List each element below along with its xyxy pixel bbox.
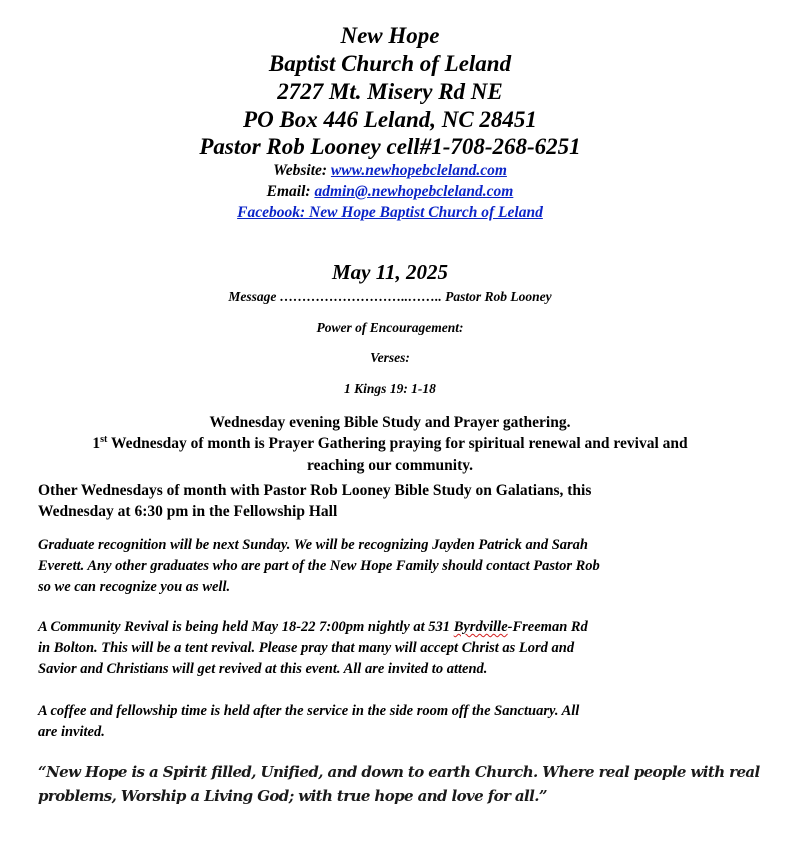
street-address: 2727 Mt. Misery Rd NE (277, 79, 503, 104)
coffee-paragraph (38, 701, 750, 743)
church-name-line2: Baptist Church of Leland (268, 51, 512, 76)
email-link[interactable]: admin@.newhopebcleland.com (314, 183, 514, 200)
revival-line1-post: -Freeman Rd (507, 619, 588, 635)
revival-paragraph (38, 617, 750, 680)
facebook-line (0, 202, 780, 224)
church-motto (38, 760, 768, 808)
church-name-line1: New Hope (340, 23, 440, 48)
revival-line1-pre: A Community Revival is being held May 18-22 7:00pm nightly at 531 (38, 619, 454, 635)
email-line (0, 181, 780, 203)
website-link[interactable]: www.newhopebcleland.com (330, 162, 507, 179)
mailing-address: PO Box 446 Leland, NC 28451 (243, 107, 537, 132)
coffee-line1: A coffee and fellowship time is held after the service in the side room off the Sanctuary. All (38, 703, 580, 719)
graduate-line1: Graduate recognition will be next Sunday. We will be recognizing Jayden Patrick and Sarah (38, 537, 588, 553)
wednesday-line3: reaching our community. (306, 457, 474, 474)
website-label: Website: (273, 162, 331, 179)
wednesday-line5: Wednesday at 6:30 pm in the Fellowship Hall (38, 503, 338, 520)
facebook-link[interactable]: Facebook: New Hope Baptist Church of Leland (237, 204, 543, 221)
verses-label: Verses: (370, 350, 410, 365)
message-topic: Power of Encouragement: (316, 320, 464, 335)
wednesday-line2-sup: st (100, 433, 108, 445)
motto-line1: “New Hope is a Spirit filled, Unified, and down to earth Church. Where real people with real (38, 763, 760, 781)
wednesday-line2-prefix: 1 (92, 435, 101, 452)
coffee-line2: are invited. (38, 724, 105, 740)
website-line (0, 160, 780, 182)
email-label: Email: (266, 183, 315, 200)
wednesday-line2-rest: Wednesday of month is Prayer Gathering praying for spiritual renewal and revival and (107, 435, 688, 452)
revival-line2: in Bolton. This will be a tent revival. Please pray that many will accept Christ as Lord and (38, 640, 575, 656)
service-date: May 11, 2025 (331, 260, 449, 284)
revival-line1 (38, 617, 750, 638)
verses-reference: 1 Kings 19: 1-18 (344, 381, 436, 396)
graduate-line2: Everett. Any other graduates who are part of the New Hope Family should contact Pastor Rob (38, 558, 600, 574)
motto-line2: problems, Worship a Living God; with true hope and love for all.” (38, 787, 547, 805)
pastor-contact: Pastor Rob Looney cell#1-708-268-6251 (199, 134, 581, 159)
graduate-paragraph (38, 535, 750, 598)
wednesday-line4: Other Wednesdays of month with Pastor Rob Looney Bible Study on Galatians, this (38, 482, 592, 499)
revival-line3: Savior and Christians will get revived at this event. All are invited to attend. (38, 661, 488, 677)
message-line: Message ………………………..…….. Pastor Rob Looney (228, 289, 552, 304)
wednesday-line2 (0, 433, 780, 454)
spellcheck-flagged-word: Byrdville (453, 619, 508, 635)
wednesday-line1: Wednesday evening Bible Study and Prayer gathering. (209, 414, 571, 431)
graduate-line3: so we can recognize you as well. (38, 579, 231, 595)
